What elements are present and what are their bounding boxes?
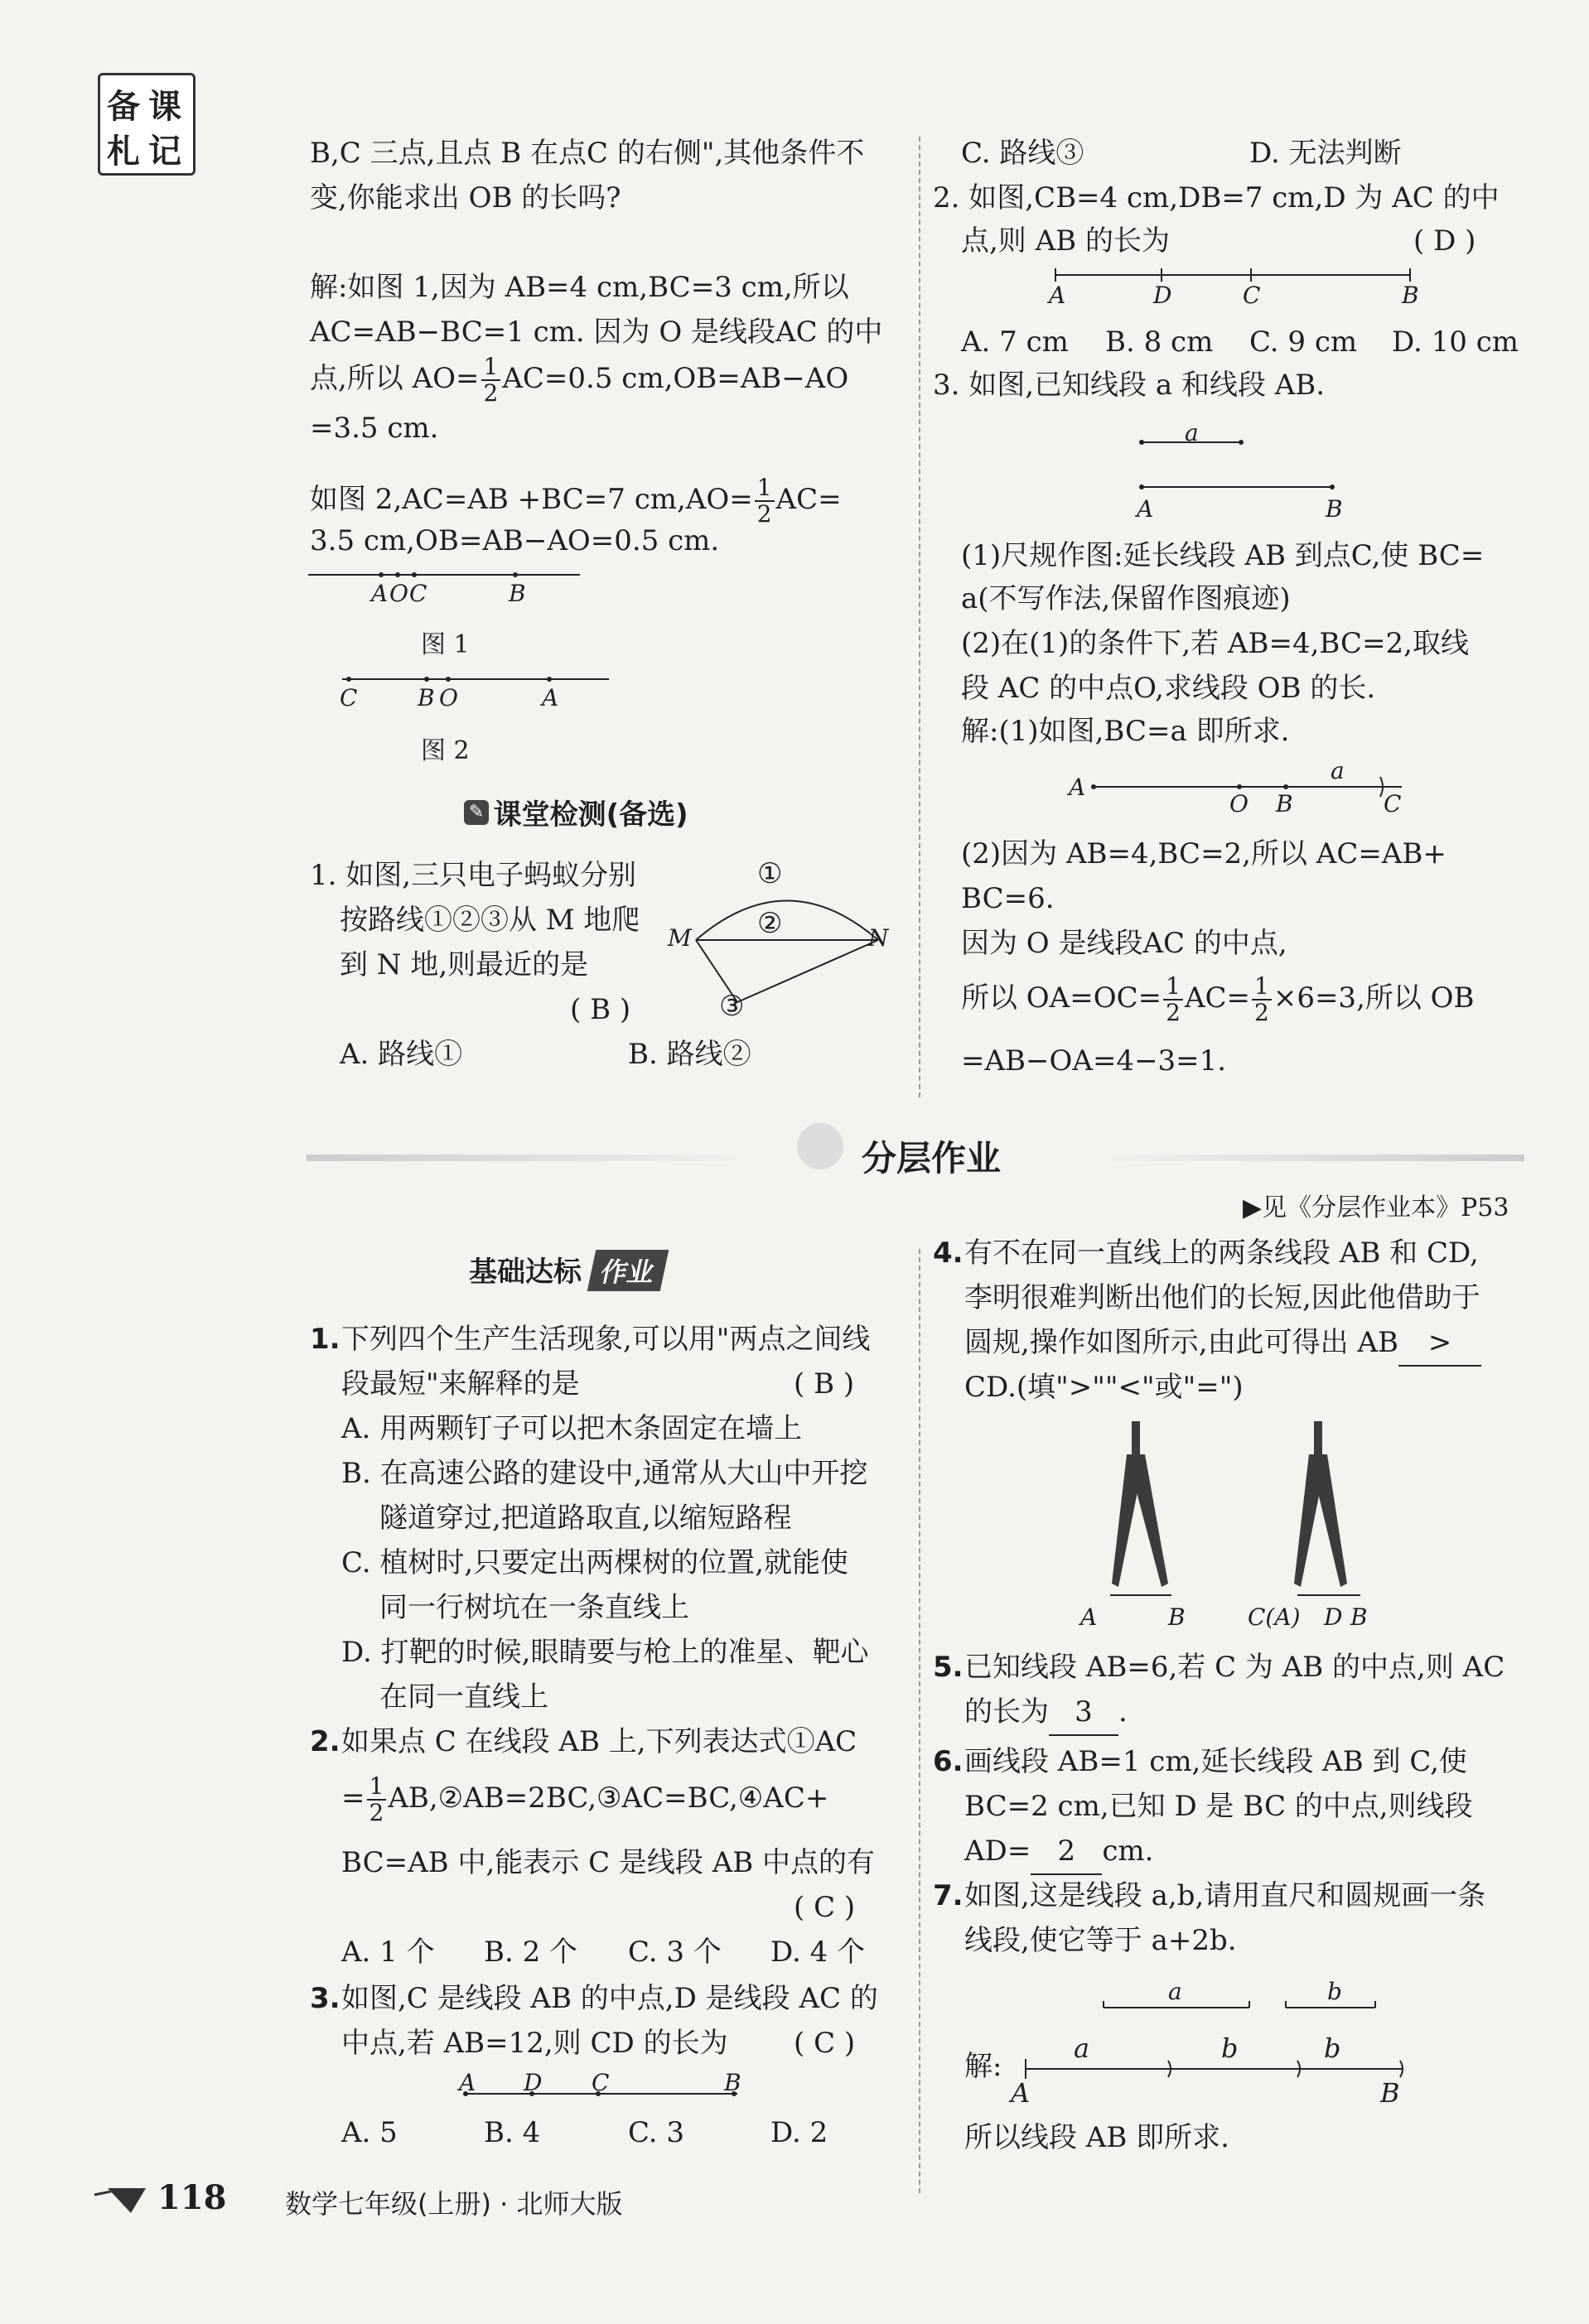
point-label: A [542,684,559,711]
text-line: (2)因为 AB=4,BC=2,所以 AC=AB+ [961,837,1447,870]
q7-given-segments [1094,1988,1392,2021]
option: C. 植树时,只要定出两棵树的位置,就能使 [341,1546,849,1579]
segment-label: a [1331,757,1345,784]
point-label: D [1324,1603,1343,1631]
text-line: 段 AC 的中点O,求线段 OB 的长. [961,672,1376,705]
ant-routes-figure [679,853,895,1019]
logo-char: 课 [148,87,181,126]
option: B. 4 [484,2116,541,2149]
question-number: 6. [933,1745,964,1778]
option: A. 路线① [340,1038,463,1071]
q3-given-segments [1135,431,1350,497]
text-line: 已知线段 AB=6,若 C 为 AB 的中点,则 AC [964,1651,1505,1684]
point-label: A [1069,774,1086,801]
question-number: 2. [310,1725,340,1758]
figure-1-segment [307,563,588,613]
point-label: B [1168,1603,1186,1631]
text-line: 变,你能求出 OB 的长吗? [310,181,621,215]
text-line: 如图,这是线段 a,b,请用直尺和圆规画一条 [964,1879,1486,1912]
point-label: B [1350,1603,1368,1631]
route-label: ① [757,857,783,890]
segment-label: a [1185,419,1199,446]
text-line: 下列四个生产生活现象,可以用"两点之间线 [341,1323,871,1356]
segment-label: b [1221,2032,1239,2064]
text-line: CD.(填">""<"或"=") [964,1371,1244,1404]
section-title: 分层作业 [862,1138,1002,1179]
segment-label: b [1327,1978,1342,2005]
text-line: 2. 如图,CB=4 cm,DB=7 cm,D 为 AC 的中 [933,181,1500,215]
text-line: 点,则 AB 的长为 [961,224,1170,258]
text-line: BC=6. [961,882,1055,915]
option: C. 9 cm [1249,325,1358,359]
text-line: 圆规,操作如图所示,由此可得出 AB > [964,1320,1481,1367]
compass-right [1294,1421,1347,1587]
question-number: 5. [933,1651,964,1684]
text-line: BC=2 cm,已知 D 是 BC 的中点,则线段 [964,1790,1473,1823]
answer: ( C ) [794,1891,856,1924]
basic-heading: 基础达标 作业 [469,1249,664,1291]
book-title: 数学七年级(上册) · 北师大版 [285,2188,623,2220]
text-line: 1. 如图,三只电子蚂蚁分别 [310,859,637,892]
text-line: 李明很难判断出他们的长短,因此他借助于 [964,1281,1480,1314]
text-line: =3.5 cm. [310,412,439,445]
workbook-reference: ▶见《分层作业本》P53 [1243,1193,1509,1222]
point-label: B [1326,495,1343,523]
text-line: 所以 OA=OC= $\frac{1}{2}$ AC= $\frac{1}{2}$ ×6=3,所以 OB [961,972,1475,1026]
text-line: BC=AB 中,能表示 C 是线段 AB 中点的有 [341,1846,876,1879]
question-number: 4. [933,1237,964,1270]
compass-figure [1069,1421,1450,1603]
point-label: A [459,2069,476,2096]
text-line: 解:如图 1,因为 AB=4 cm,BC=3 cm,所以 [310,271,849,304]
option: A. 5 [341,2116,398,2149]
point-label: C [1243,282,1261,309]
text-line: 在同一直线上 [379,1680,548,1714]
option: B. 路线② [628,1038,751,1071]
point-label: B [418,684,435,711]
point-label: C [1384,790,1402,817]
pencil-icon: ✎ [464,800,489,825]
column-divider [919,1249,920,2193]
point-label: B [724,2069,741,2096]
segment-label: b [1324,2032,1341,2064]
answer: ( C ) [794,2027,856,2060]
text-line: B,C 三点,且点 B 在点C 的右侧",其他条件不 [310,137,865,170]
question-number: 1. [310,1323,340,1356]
option: A. 用两颗钉子可以把木条固定在墙上 [341,1412,803,1445]
text-line: 同一行树坑在一条直线上 [379,1591,689,1624]
option: C. 3 个 [628,1936,722,1969]
option: C. 3 [628,2116,685,2149]
point-label: B [1380,2077,1400,2109]
point-label: C [409,580,427,607]
question-number: 3. [310,1982,340,2015]
point-label: O [1229,790,1248,817]
option: D. 2 [770,2116,828,2149]
point-label: N [868,924,889,952]
section-swirl-icon [797,1123,843,1169]
text-line: 段最短"来解释的是 [341,1367,580,1401]
option: B. 8 cm [1105,325,1214,359]
q2-segment-figure [1052,267,1417,292]
text-line: 3.5 cm,OB=AB−AO=0.5 cm. [310,524,720,557]
option: C. 路线③ [961,137,1084,170]
point-label: A [1049,282,1066,309]
section-rule-left [307,1155,770,1161]
solution-label: 解: [964,2050,1002,2083]
text-line: 解:(1)如图,BC=a 即所求. [961,715,1290,748]
text-line: 点,所以 AO= $\frac{1}{2}$ AC=0.5 cm,OB=AB−AO [310,353,849,407]
point-label: C(A) [1248,1603,1301,1631]
text-line: 有不在同一直线上的两条线段 AB 和 CD, [964,1237,1479,1270]
section-rule-right [1085,1155,1524,1161]
text-line: 到 N 地,则最近的是 [340,948,589,981]
point-label: A [1137,495,1154,523]
text-line: a(不写作法,保留作图痕迹) [961,582,1291,615]
text-line: (1)尺规作图:延长线段 AB 到点C,使 BC= [961,539,1485,572]
answer: ( B ) [570,993,631,1026]
point-label: A [1011,2077,1031,2109]
option: D. 打靶的时候,眼睛要与枪上的准星、靶心 [341,1636,869,1669]
point-label: D [524,2069,543,2096]
route-label: ② [757,907,783,940]
text-line: AC=AB−BC=1 cm. 因为 O 是线段AC 的中 [310,316,883,349]
point-label: B [509,580,526,607]
segment-label: a [1168,1978,1182,2005]
text-line: 所以线段 AB 即所求. [964,2121,1229,2154]
text-line: =AB−OA=4−3=1. [961,1044,1227,1078]
point-label: D [1153,282,1172,309]
text-line: 3. 如图,已知线段 a 和线段 AB. [933,369,1326,402]
class-check-heading: ✎ 课堂检测(备选) [464,792,688,832]
answer: ( B ) [794,1367,855,1401]
option: A. 1 个 [341,1936,435,1969]
point-label: B [1402,282,1419,309]
text-line: 因为 O 是线段AC 的中点, [961,927,1287,960]
point-label: B [1276,790,1293,817]
text-line: 如图 2,AC=AB +BC=7 cm,AO= $\frac{1}{2}$ AC= [310,474,842,528]
answer: ( D ) [1413,224,1476,258]
figure-2-segment [336,668,617,701]
text-line: 的长为 3 . [964,1690,1128,1736]
logo-char: 记 [148,132,181,171]
text-line: (2)在(1)的条件下,若 AB=4,BC=2,取线 [961,627,1469,660]
option: D. 10 cm [1392,325,1519,359]
text-line: 如图,C 是线段 AB 的中点,D 是线段 AC 的 [341,1982,878,2015]
homework-tag: 作业 [587,1250,669,1291]
option: A. 7 cm [961,325,1069,359]
notes-logo [98,73,196,176]
option: B. 在高速公路的建设中,通常从大山中开挖 [341,1457,868,1490]
page-number: 118 [157,2178,227,2217]
text-line: AD= 2 cm. [964,1829,1153,1875]
column-divider [919,137,920,1097]
text-line: 如果点 C 在线段 AB 上,下列表达式①AC [341,1725,857,1758]
text-line: 按路线①②③从 M 地爬 [340,904,640,937]
logo-char: 札 [107,132,140,171]
point-label: M [668,924,692,952]
point-label: C [340,684,358,711]
text-line: 线段,使它等于 a+2b. [964,1924,1237,1957]
segment-label: a [1074,2032,1090,2064]
option: D. 4 个 [770,1936,866,1969]
text-line: 隧道穿过,把道路取直,以缩短路程 [379,1502,792,1535]
point-label: A [1080,1603,1098,1631]
option: D. 无法判断 [1249,137,1402,170]
route-label: ③ [719,990,745,1023]
text-line: 中点,若 AB=12,则 CD 的长为 [341,2027,728,2060]
figure-caption: 图 1 [421,630,470,659]
point-label: A [371,580,389,607]
compass-left [1112,1421,1168,1587]
figure-caption: 图 2 [421,736,470,765]
question-number: 7. [933,1879,964,1912]
logo-char: 备 [107,87,140,126]
option: B. 2 个 [484,1936,578,1969]
footer-arrow-icon [91,2183,149,2216]
point-label: O [389,580,408,607]
text-line: 画线段 AB=1 cm,延长线段 AB 到 C,使 [964,1745,1467,1778]
point-label: C [592,2069,610,2096]
point-label: O [439,684,458,711]
text-line: = $\frac{1}{2}$ AB,②AB=2BC,③AC=BC,④AC+ [341,1772,829,1826]
